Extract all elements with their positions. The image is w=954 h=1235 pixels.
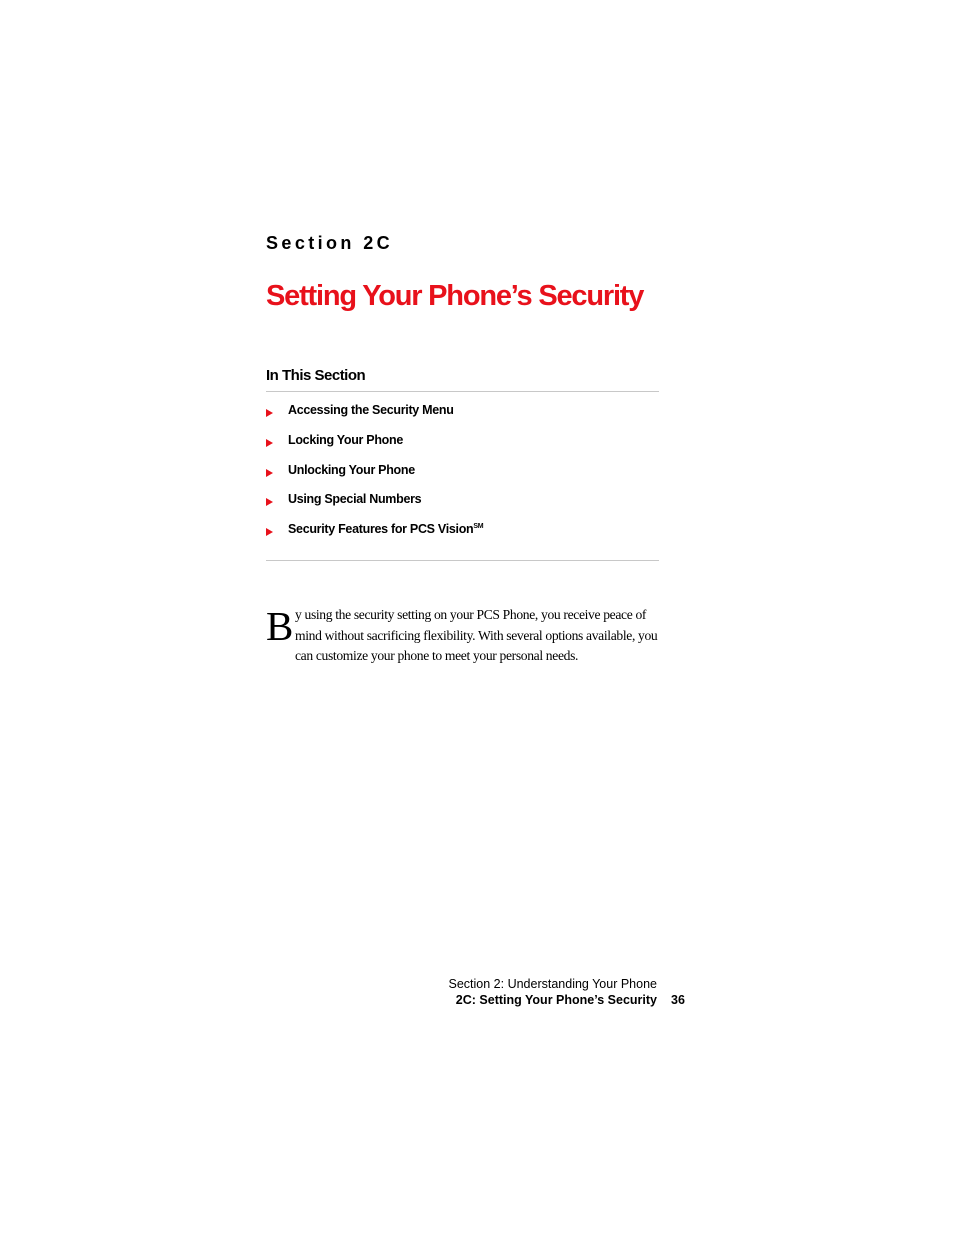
toc-item-pcs-vision-security[interactable]	[266, 522, 483, 552]
toc-link[interactable]: Unlocking Your Phone	[288, 462, 415, 477]
triangle-bullet-icon	[266, 528, 273, 536]
toc-link[interactable]: Using Special Numbers	[288, 492, 422, 507]
service-mark: SM	[473, 523, 484, 531]
toc-top-divider	[266, 391, 659, 392]
toc-link[interactable]: Security Features for PCS Vision℠	[288, 522, 484, 537]
toc-item-locking-phone[interactable]	[266, 433, 483, 463]
triangle-bullet-icon	[266, 498, 273, 506]
section-label: Section 2C	[266, 233, 394, 253]
triangle-bullet-icon	[266, 409, 273, 417]
intro-text: y using the security setting on your PCS Phone, you receive peace of mind without sacrificing flexibility. With several options available, you can customize your phone to meet your personal needs.	[295, 607, 658, 663]
toc-item-special-numbers[interactable]	[266, 492, 483, 522]
toc-heading: In This Section	[266, 367, 366, 384]
toc-item-unlocking-phone[interactable]	[266, 463, 483, 493]
intro-paragraph	[266, 605, 659, 667]
drop-cap: B	[266, 603, 293, 649]
toc-link[interactable]: Locking Your Phone	[288, 432, 403, 447]
toc-list	[266, 403, 483, 552]
toc-link[interactable]: Accessing the Security Menu	[288, 403, 454, 417]
page-title: Setting Your Phone’s Security	[266, 280, 644, 312]
toc-bottom-divider	[266, 560, 659, 561]
triangle-bullet-icon	[266, 469, 273, 477]
toc-item-accessing-security-menu[interactable]	[266, 403, 483, 433]
footer-section-line: Section 2: Understanding Your Phone	[448, 977, 657, 991]
page-number: 36	[671, 993, 685, 1007]
footer-chapter-line: 2C: Setting Your Phone’s Security	[455, 993, 657, 1007]
triangle-bullet-icon	[266, 439, 273, 447]
